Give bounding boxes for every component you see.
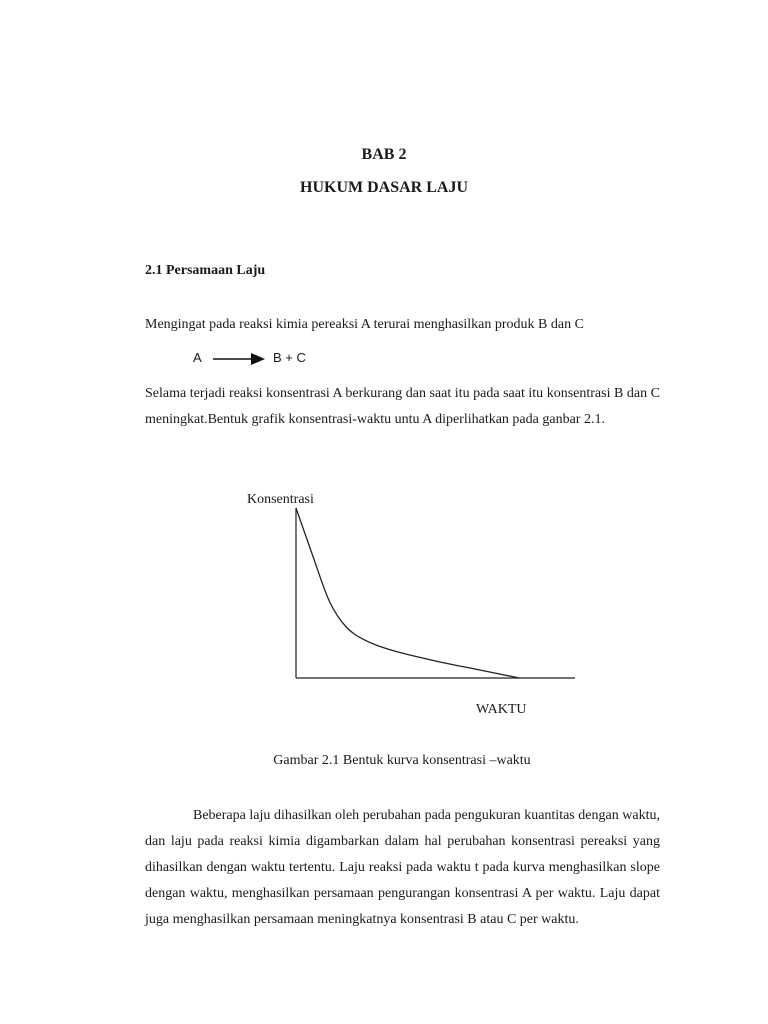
equation-reactant: A bbox=[193, 350, 202, 365]
section-heading: 2.1 Persamaan Laju bbox=[145, 263, 266, 278]
y-axis-label: Konsentrasi bbox=[247, 492, 314, 507]
figure-caption: Gambar 2.1 Bentuk kurva konsentrasi –waktu bbox=[273, 753, 531, 768]
intro-text: Mengingat pada reaksi kimia pereaksi A terurai menghasilkan produk B dan C bbox=[145, 317, 584, 332]
chapter-number: BAB 2 bbox=[361, 146, 407, 163]
x-axis-label: WAKTU bbox=[476, 702, 527, 717]
chart-plot bbox=[280, 500, 590, 690]
equation-products: B + C bbox=[273, 350, 306, 365]
chapter-title: HUKUM DASAR LAJU bbox=[300, 179, 468, 196]
right-arrow-icon bbox=[213, 352, 269, 366]
paragraph-2: Beberapa laju dihasilkan oleh perubahan pada pengukuran kuantitas dengan waktu, dan laju pada reaksi kimia digambarkan dalam hal perubahan konsentrasi pereaksi yang dihasilkan dengan waktu tertentu. Laju reaksi pada waktu t pada kurva menghasilkan slope dengan waktu, menghasilkan persamaan pengurangan konsentrasi A per waktu. Laju dapat juga menghasilkan persamaan meningkatnya konsentrasi B atau C per waktu. bbox=[145, 808, 660, 927]
paragraph-1: Selama terjadi reaksi konsentrasi A berkurang dan saat itu pada saat itu konsentrasi B dan C meningkat.Bentuk grafik konsentrasi-waktu untu A diperlihatkan pada ganbar 2.1. bbox=[145, 386, 660, 427]
series-curve bbox=[296, 508, 519, 678]
figure-2-1 bbox=[0, 480, 768, 730]
